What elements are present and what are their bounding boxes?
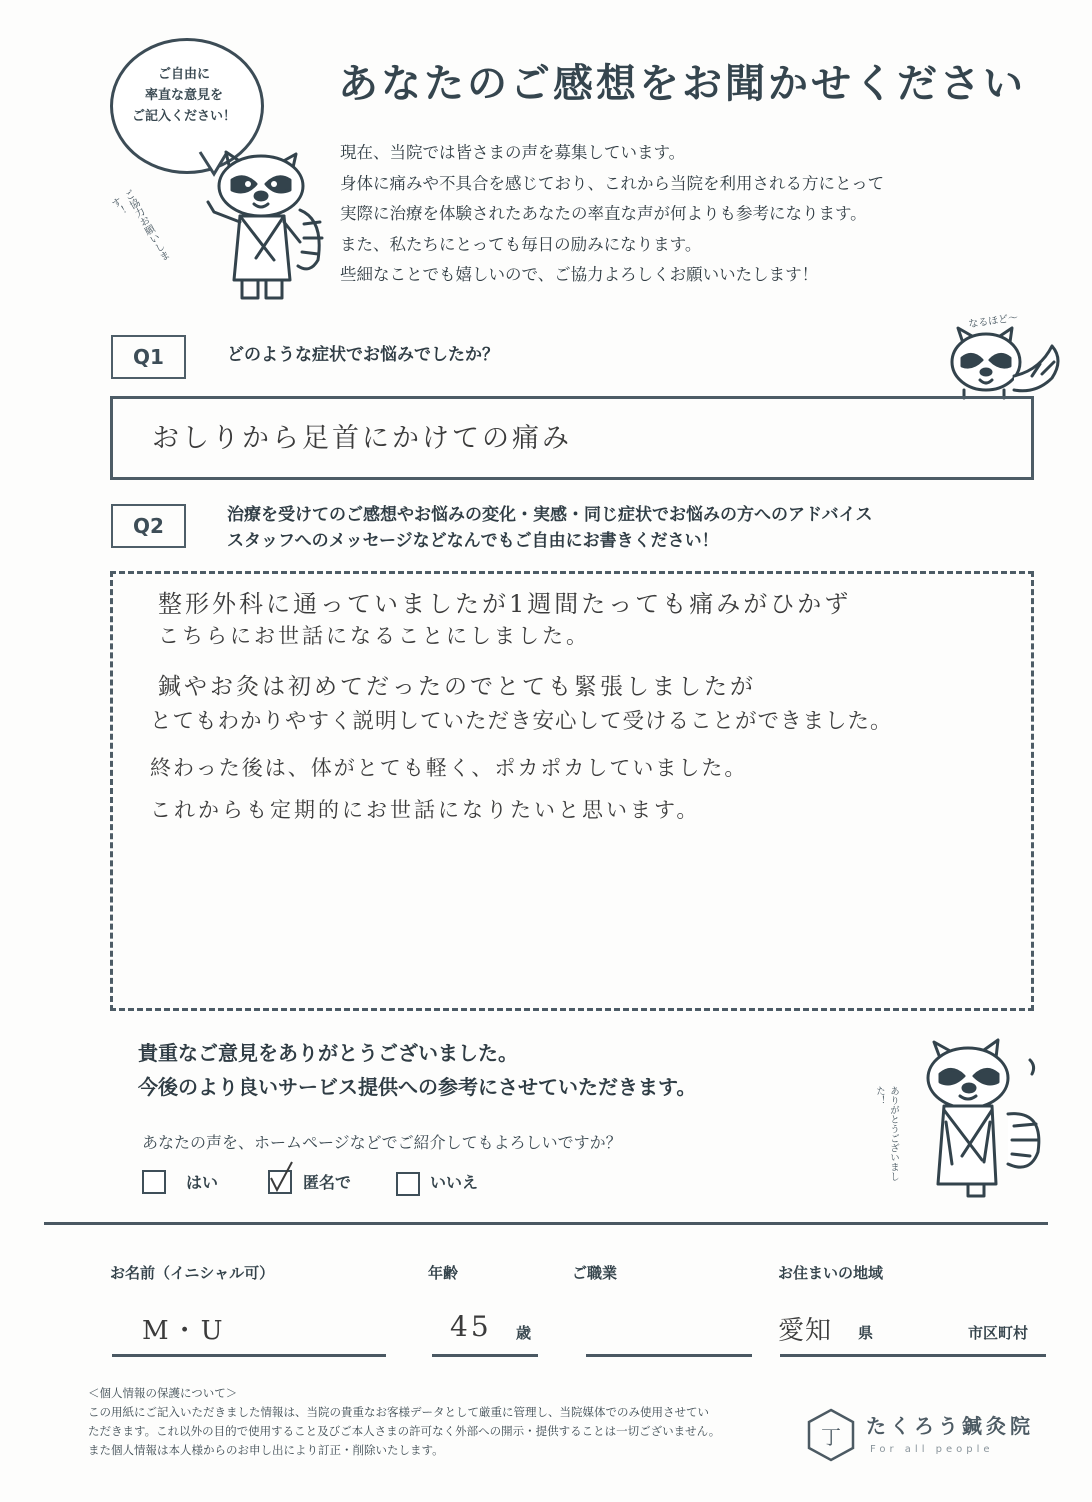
clinic-tagline: For all people — [870, 1444, 994, 1455]
job-label: ご職業 — [572, 1264, 618, 1282]
area-field[interactable] — [780, 1354, 1046, 1357]
privacy-line: また個人情報は本人様からのお申し出により訂正・削除いたします。 — [88, 1443, 444, 1457]
intro-line: 実際に治療を体験されたあなたの率直な声が何よりも参考になります。 — [340, 204, 867, 223]
checkbox-yes[interactable] — [142, 1170, 166, 1194]
privacy-line: ただきます。これ以外の目的で使用すること及びご本人さまの許可なく外部への開示・提供することは一切ございません。 — [88, 1424, 721, 1438]
prefecture-value: 愛知 — [778, 1316, 833, 1346]
q1-label: Q1 — [111, 335, 186, 379]
thanks-line: 今後のより良いサービス提供への参考にさせていただきます。 — [138, 1075, 697, 1099]
consent-question: あなたの声を、ホームページなどでご紹介してもよろしいですか？ — [142, 1133, 622, 1152]
job-field[interactable] — [586, 1354, 752, 1357]
bubble-line: ご自由に — [157, 67, 210, 82]
raccoon-peeking-icon — [940, 326, 1070, 402]
mascot-note: ありがとうございました！ — [874, 1086, 899, 1181]
clinic-name: たくろう鍼灸院 — [866, 1414, 1034, 1438]
age-field[interactable] — [432, 1354, 538, 1357]
checkbox-label: はい — [186, 1173, 219, 1192]
raccoon-mascot-icon — [200, 150, 330, 305]
q2-question-line: スタッフへのメッセージなどなんでもご自由にお書きください！ — [227, 531, 719, 551]
bubble-line: 率直な意見を — [144, 88, 223, 103]
clinic-logo-icon — [806, 1408, 856, 1462]
q2-answer-line: 整形外科に通っていましたが1週間たっても痛みがひかず — [158, 590, 852, 618]
q1-answer: おしりから足首にかけての痛み — [152, 423, 572, 454]
q2-answer-line: とてもわかりやすく説明していただき安心して受けることができました。 — [150, 709, 893, 734]
bubble-line: ご記入ください！ — [131, 109, 236, 124]
intro-line: また、私たちにとっても毎日の励みになります。 — [340, 234, 702, 254]
name-label: お名前（イニシャル可） — [110, 1264, 275, 1282]
checkbox-label: いいえ — [430, 1173, 479, 1192]
q2-question — [227, 502, 873, 554]
age-unit: 歳 — [516, 1324, 532, 1342]
age-label: 年齢 — [428, 1264, 459, 1282]
q1-question: どのような症状でお悩みでしたか？ — [227, 345, 499, 365]
intro-text — [340, 138, 884, 291]
age-value: 45 — [450, 1310, 492, 1343]
intro-line: 現在、当院では皆さまの声を募集しています。 — [340, 143, 686, 162]
city-unit: 市区町村 — [968, 1324, 1029, 1342]
prefecture-unit: 県 — [858, 1324, 874, 1342]
privacy-line: この用紙にご記入いただきました情報は、当院の貴重なお客様データとして厳重に管理し、当院媒体でのみ使用させてい — [88, 1405, 709, 1419]
q2-question-line: 治療を受けてのご感想やお悩みの変化・実感・同じ症状でお悩みの方へのアドバイス — [227, 505, 873, 525]
checkmark-icon — [266, 1160, 296, 1194]
intro-line: 些細なことでも嬉しいので、ご協力よろしくお願いいたします！ — [340, 265, 819, 284]
mascot-note: ご協力お願いします！ — [107, 188, 171, 264]
raccoon-bowing-icon — [912, 1034, 1052, 1204]
thanks-line: 貴重なご意見をありがとうございました。 — [138, 1041, 518, 1065]
privacy-line: ＜個人情報の保護について＞ — [88, 1386, 238, 1400]
intro-line: 身体に痛みや不具合を感じており、これから当院を利用される方にとって — [340, 173, 885, 193]
page-title: あなたのご感想をお聞かせください — [338, 61, 1026, 107]
q2-answer-line: 鍼やお灸は初めてだったのでとても緊張しましたが — [158, 674, 756, 700]
bubble-text — [128, 64, 240, 127]
q2-answer-line: こちらにお世話になることにしました。 — [158, 624, 590, 648]
thanks-message — [138, 1036, 696, 1104]
q2-label: Q2 — [111, 504, 186, 548]
q2-answer-line: これからも定期的にお世話になりたいと思います。 — [150, 798, 701, 822]
checkbox-label: 匿名で — [303, 1173, 352, 1192]
privacy-notice — [88, 1384, 720, 1460]
mascot-note: なるほど〜 — [967, 312, 1019, 331]
q2-answer-line: 終わった後は、体がとても軽く、ポカポカしていました。 — [150, 756, 748, 780]
section-divider — [44, 1222, 1048, 1225]
area-label: お住まいの地域 — [778, 1264, 884, 1282]
name-field[interactable] — [112, 1354, 386, 1357]
svg-text:丁: 丁 — [821, 1425, 841, 1449]
checkbox-no[interactable] — [396, 1172, 420, 1196]
name-value: M・U — [142, 1316, 226, 1346]
